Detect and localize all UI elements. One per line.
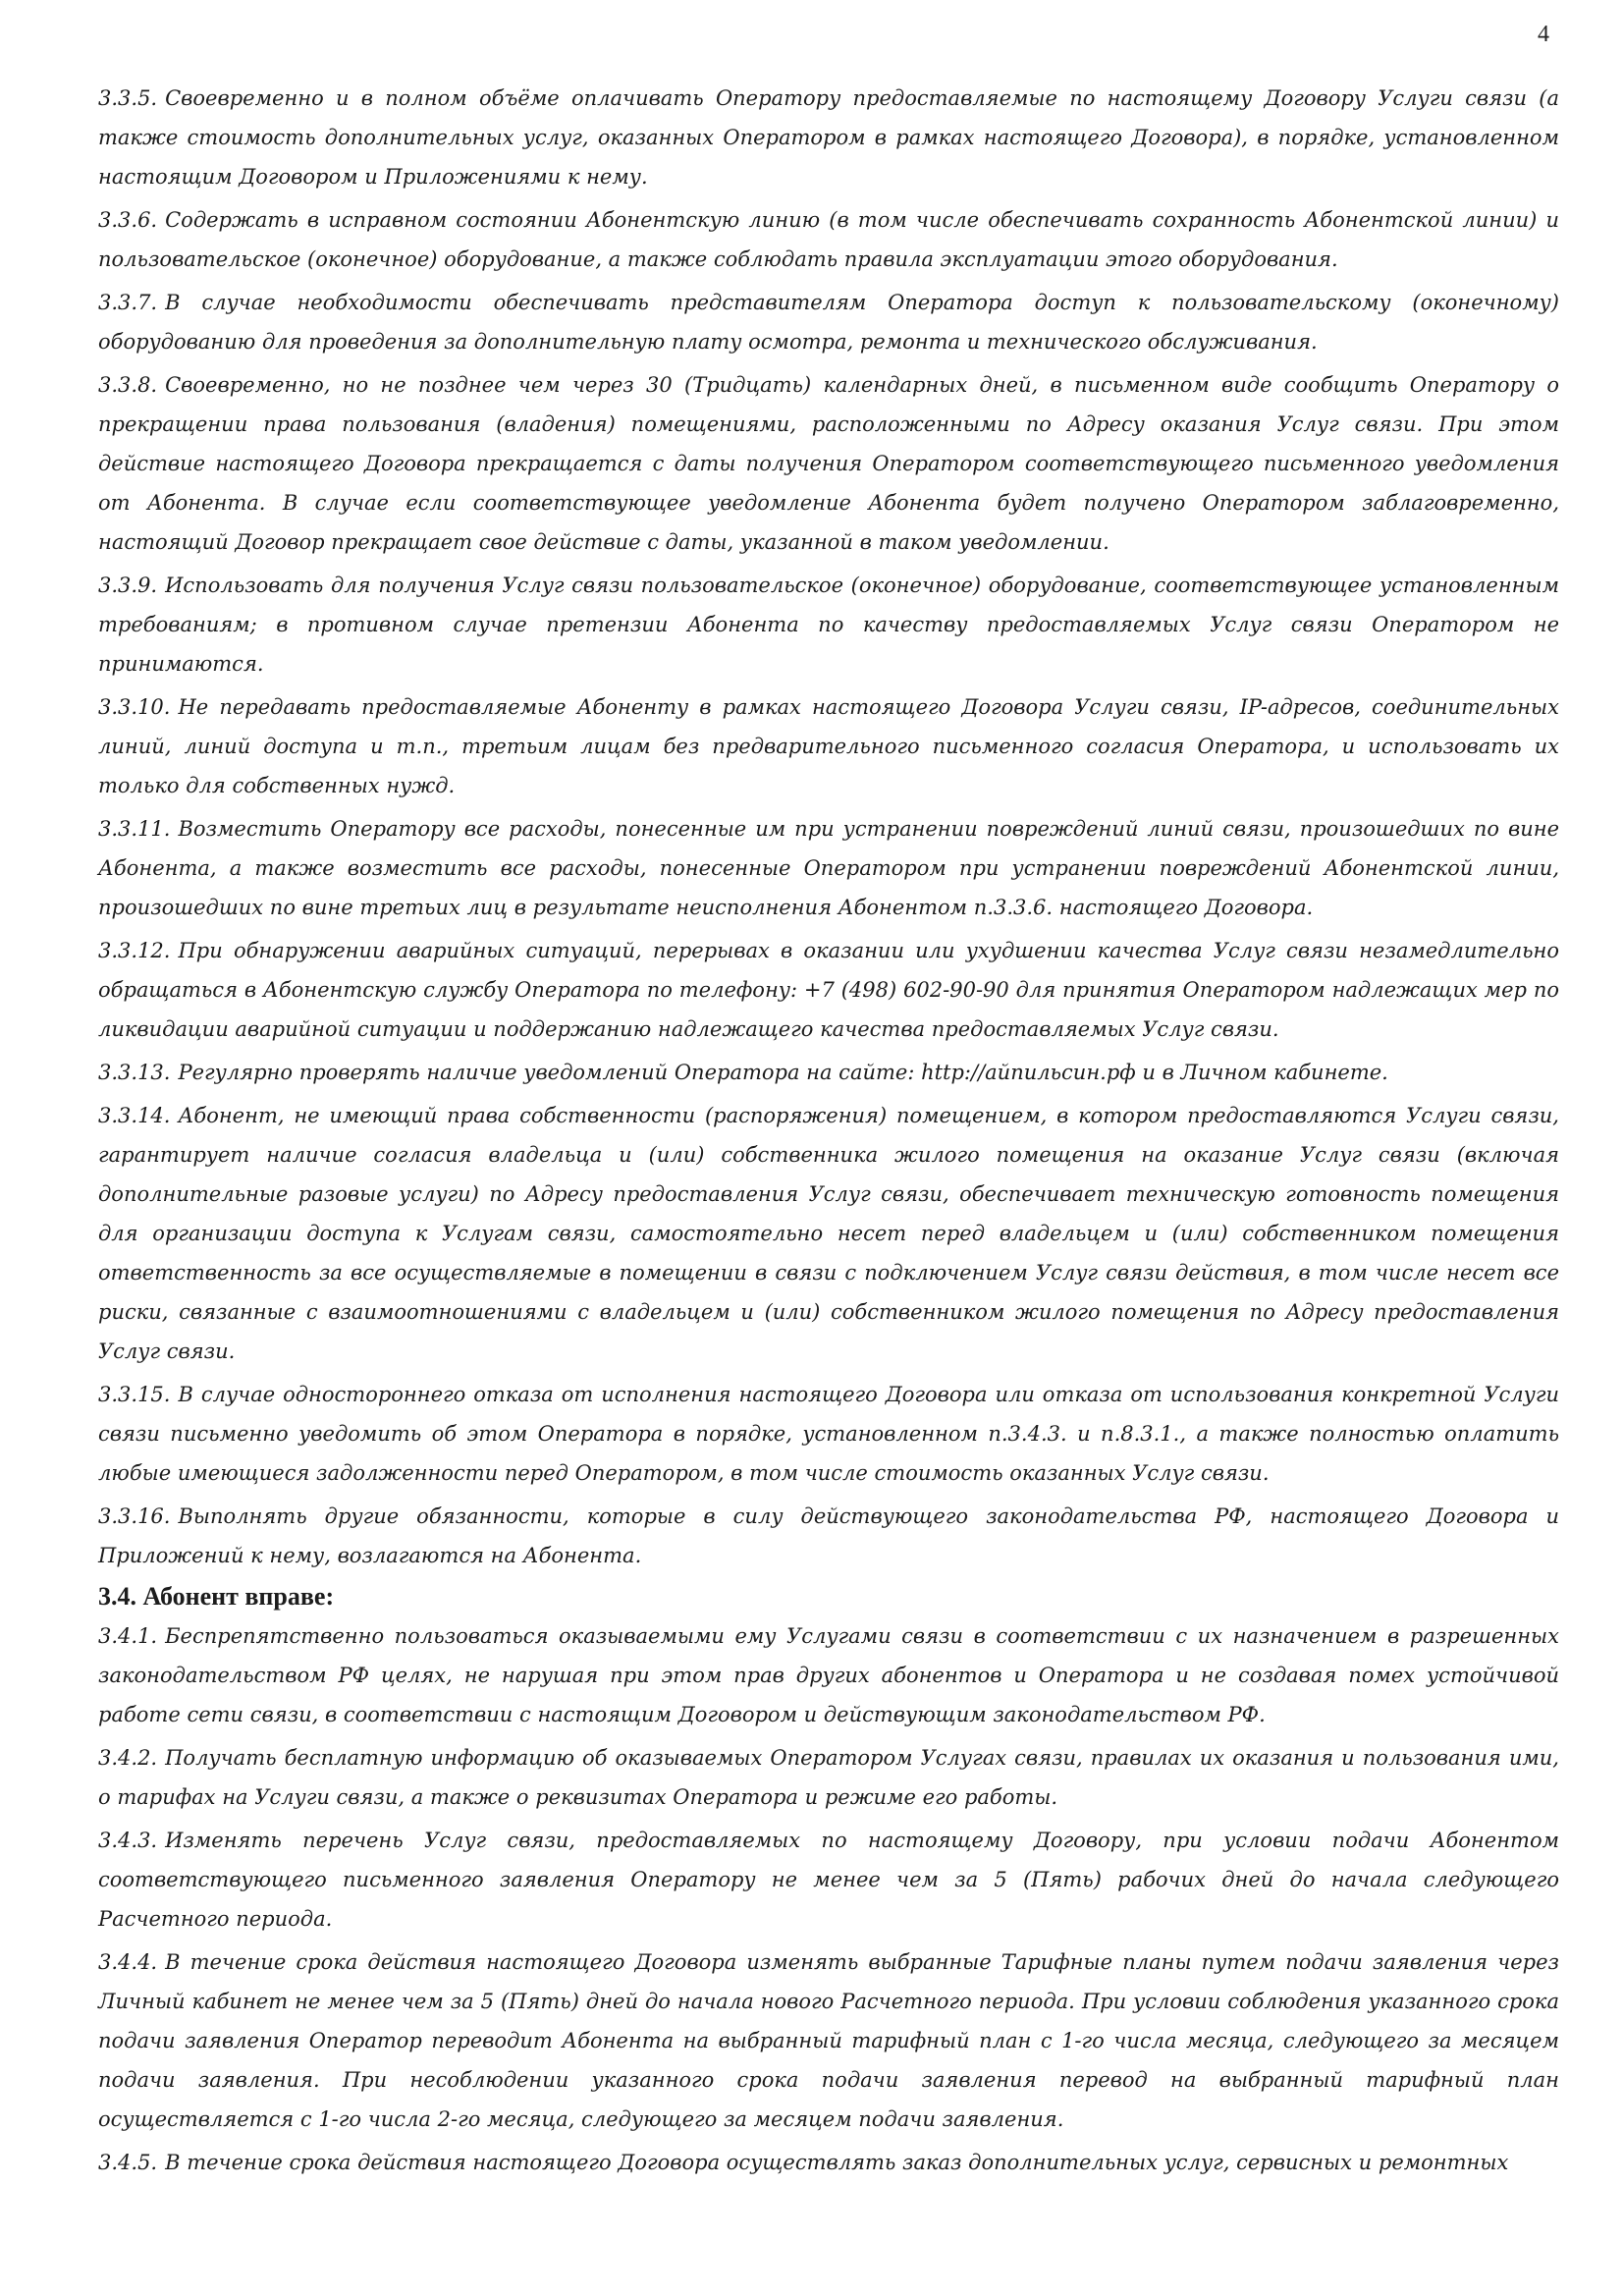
clause-number: 3.3.6.: [98, 208, 158, 232]
clause-paragraph: [98, 200, 1559, 279]
clause-paragraph: [98, 1375, 1559, 1493]
clause-paragraph: [98, 1616, 1559, 1734]
clause-paragraph: [98, 566, 1559, 683]
clause-text: В случае необходимости обеспечивать представителям Оператора доступ к пользовательскому (оконечному) оборудованию для проведения за дополнительную плату осмотра, ремонта и технического обслуживания.: [98, 291, 1559, 354]
clause-text: Возместить Оператору все расходы, понесенные им при устранении повреждений линий связи, произошедших по вине Абонента, а также возместить все расходы, понесенные Оператором при устранении повреждений Абонентской линии, произошедших по вине третьих лиц в результате неисполнения Абонентом п.3.3.6. настоящего Договора.: [98, 817, 1559, 919]
clause-number: 3.3.14.: [98, 1104, 171, 1127]
clause-paragraph: [98, 1096, 1559, 1371]
clause-paragraph: [98, 1821, 1559, 1939]
clause-number: 3.3.5.: [98, 86, 158, 110]
clause-text: Получать бесплатную информацию об оказываемых Оператором Услугах связи, правилах их оказания и пользования ими, о тарифах на Услуги связи, а также о реквизитах Оператора и режиме его работы.: [98, 1746, 1559, 1809]
clause-text: При обнаружении аварийных ситуаций, перерывах в оказании или ухудшении качества Услуг связи незамедлительно обращаться в Абонентскую службу Оператора по телефону: +7 (498) 602-90-90 для принятия Оператором надлежащих мер по ликвидации аварийной ситуации и поддержанию надлежащего качества предоставляемых Услуг связи.: [98, 939, 1559, 1041]
clause-paragraph: [98, 2143, 1559, 2182]
clause-text: В течение срока действия настоящего Договора изменять выбранные Тарифные планы путем подачи заявления через Личный кабинет не менее чем за 5 (Пять) дней до начала нового Расчетного периода. При условии соблюдения указанного срока подачи заявления Оператор переводит Абонента на выбранный тарифный план с 1-го числа месяца, следующего за месяцем подачи заявления. При несоблюдении указанного срока подачи заявления перевод на выбранный тарифный план осуществляется с 1-го числа 2-го месяца, следующего за месяцем подачи заявления.: [98, 1950, 1559, 2131]
page-number: 4: [1538, 22, 1549, 47]
clause-paragraph: [98, 1053, 1559, 1092]
clause-number: 3.3.9.: [98, 574, 158, 597]
clause-paragraph: [98, 1497, 1559, 1575]
rights-list: [98, 1616, 1559, 2182]
clause-text: Абонент, не имеющий права собственности (распоряжения) помещением, в котором предоставляются Услуги связи, гарантирует наличие согласия владельца и (или) собственника жилого помещения на оказание Услуг связи (включая дополнительные разовые услуги) по Адресу предоставления Услуг связи, обеспечивает техническую готовность помещения для организации доступа к Услугам связи, самостоятельно несет перед владельцем и (или) собственником помещения ответственность за все осуществляемые в помещении в связи с подключением Услуг связи действия, в том числе несет все риски, связанные с взаимоотношениями с владельцем и (или) собственником жилого помещения по Адресу предоставления Услуг связи.: [98, 1104, 1559, 1363]
clause-number: 3.4.1.: [98, 1624, 158, 1648]
clause-text: Своевременно и в полном объёме оплачивать Оператору предоставляемые по настоящему Договору Услуги связи (а также стоимость дополнительных услуг, оказанных Оператором в рамках настоящего Договора), в порядке, установленном настоящим Договором и Приложениями к нему.: [98, 86, 1559, 189]
obligations-list: [98, 79, 1559, 1575]
clause-number: 3.4.5.: [98, 2151, 158, 2174]
clause-number: 3.3.11.: [98, 817, 171, 841]
clause-paragraph: [98, 1942, 1559, 2139]
clause-number: 3.3.12.: [98, 939, 171, 962]
clause-number: 3.3.15.: [98, 1383, 171, 1406]
clause-text: Изменять перечень Услуг связи, предоставляемых по настоящему Договору, при условии подачи Абонентом соответствующего письменного заявления Оператору не менее чем за 5 (Пять) рабочих дней до начала следующего Расчетного периода.: [98, 1829, 1559, 1931]
clause-paragraph: [98, 365, 1559, 562]
clause-text: Регулярно проверять наличие уведомлений Оператора на сайте: http://айпильсин.рф и в Личном кабинете.: [178, 1061, 1388, 1084]
clause-paragraph: [98, 79, 1559, 196]
clause-text: Выполнять другие обязанности, которые в силу действующего законодательства РФ, настоящего Договора и Приложений к нему, возлагаются на Абонента.: [98, 1504, 1559, 1567]
clause-text: Содержать в исправном состоянии Абонентскую линию (в том числе обеспечивать сохранность Абонентской линии) и пользовательское (оконечное) оборудование, а также соблюдать правила эксплуатации этого оборудования.: [98, 208, 1559, 271]
clause-paragraph: [98, 687, 1559, 805]
clause-number: 3.3.10.: [98, 695, 171, 719]
section-heading: 3.4. Абонент вправе:: [98, 1582, 335, 1611]
clause-text: Использовать для получения Услуг связи пользовательское (оконечное) оборудование, соответствующее установленным требованиям; в противном случае претензии Абонента по качеству предоставляемых Услуг связи Оператором не принимаются.: [98, 574, 1559, 676]
clause-paragraph: [98, 931, 1559, 1049]
clause-paragraph: [98, 283, 1559, 361]
clause-text: Своевременно, но не позднее чем через 30 (Тридцать) календарных дней, в письменном виде сообщить Оператору о прекращении права пользования (владения) помещениями, расположенными по Адресу оказания Услуг связи. При этом действие настоящего Договора прекращается с даты получения Оператором соответствующего письменного уведомления от Абонента. В случае если соответствующее уведомление Абонента будет получено Оператором заблаговременно, настоящий Договор прекращает свое действие с даты, указанной в таком уведомлении.: [98, 373, 1559, 554]
clause-text: Беспрепятственно пользоваться оказываемыми ему Услугами связи в соответствии с их назначением в разрешенных законодательством РФ целях, не нарушая при этом прав других абонентов и Оператора и не создавая помех устойчивой работе сети связи, в соответствии с настоящим Договором и действующим законодательством РФ.: [98, 1624, 1559, 1726]
clause-paragraph: [98, 809, 1559, 927]
clause-text: Не передавать предоставляемые Абоненту в рамках настоящего Договора Услуги связи, IP-адресов, соединительных линий, линий доступа и т.п., третьим лицам без предварительного письменного согласия Оператора, и использовать их только для собственных нужд.: [98, 695, 1559, 797]
clause-number: 3.3.7.: [98, 291, 158, 314]
clause-number: 3.4.2.: [98, 1746, 158, 1770]
clause-number: 3.3.16.: [98, 1504, 171, 1528]
document-body: [98, 79, 1559, 2186]
clause-text: В случае одностороннего отказа от исполнения настоящего Договора или отказа от использования конкретной Услуги связи письменно уведомить об этом Оператора в порядке, установленном п.3.4.3. и п.8.3.1., а также полностью оплатить любые имеющиеся задолженности перед Оператором, в том числе стоимость оказанных Услуг связи.: [98, 1383, 1559, 1485]
clause-number: 3.3.8.: [98, 373, 158, 397]
clause-text: В течение срока действия настоящего Договора осуществлять заказ дополнительных услуг, сервисных и ремонтных: [165, 2151, 1509, 2174]
clause-paragraph: [98, 1738, 1559, 1817]
clause-number: 3.3.13.: [98, 1061, 171, 1084]
clause-number: 3.4.4.: [98, 1950, 158, 1974]
clause-number: 3.4.3.: [98, 1829, 158, 1852]
